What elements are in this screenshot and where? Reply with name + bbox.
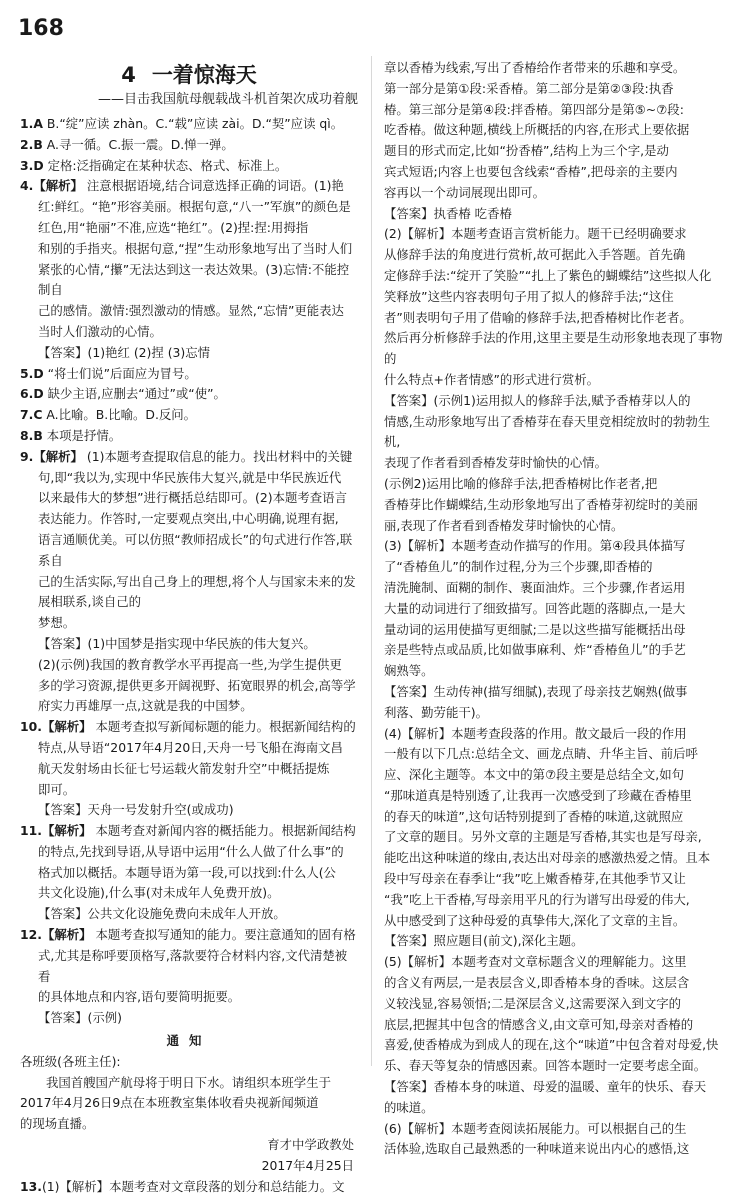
- question-number: 13.: [20, 1178, 42, 1194]
- question-number: 11.: [20, 823, 42, 839]
- answer-line: 量动词的运用使描写更细腻;二是以这些描写能概括出母: [384, 621, 686, 637]
- answer-line: [20, 114, 358, 135]
- answer-line: 【答案】生动传神(描写细腻),表现了母亲技艺娴熟(做事: [384, 683, 688, 699]
- answer-line: “那味道真是特别透了,让我再一次感受到了珍藏在香椿里: [384, 787, 692, 803]
- answer-line: 一般有以下几点:总结全文、画龙点睛、升华主旨、前后呼: [384, 746, 698, 762]
- answer-text: 本题考查对新闻内容的概括能力。根据新闻结构: [95, 823, 356, 839]
- question-number: 7.C: [20, 407, 43, 423]
- answer-line: 从修辞手法的角度进行赏析,故可据此入手答题。首先确: [384, 247, 686, 263]
- answer-line: 表达能力。作答时,一定要观点突出,中心明确,说理有据,: [38, 511, 339, 527]
- answer-line: 【答案】天舟一号发射升空(或成功): [38, 802, 234, 818]
- answer-line: 从中感受到了这种母爱的真挚伟大,深化了文章的主旨。: [384, 912, 686, 928]
- lesson-title: [20, 60, 358, 90]
- notice-body-line: 我国首艘国产航母将于明日下水。请组织本班学生于: [46, 1074, 331, 1090]
- answer-line: 【答案】(示例): [38, 1010, 123, 1026]
- answer-line: 底层,把握其中包含的情感含义,由文章可知,母亲对香椿的: [384, 1016, 694, 1032]
- analysis-tag: 【解析】: [33, 178, 83, 194]
- answer-text: “将士们说”后面应为冒号。: [47, 365, 197, 381]
- page-number: 168: [18, 16, 64, 41]
- analysis-tag: 【解析】: [41, 927, 92, 943]
- answer-text: 注意根据语境,结合词意选择正确的词语。(1)艳: [86, 178, 344, 194]
- answer-text: (1)【解析】本题考查对文章段落的划分和总结能力。文: [41, 1178, 345, 1194]
- answer-line: 什么特点+作者情感”的形式进行赏析。: [384, 371, 600, 387]
- answer-line: 宾式短语;内容上也要包含线索“香椿”,把母亲的主要内: [384, 163, 678, 179]
- answer-line: 椿。第三部分是第④段:拌香椿。第四部分是第⑤~⑦段:: [384, 101, 684, 117]
- answer-line: 语言通顺优美。可以仿照“教师招成长”的句式进行作答,联系自: [38, 531, 353, 568]
- answer-line: 了文章的题目。另外文章的主题是写香椿,其实也是写母亲,: [384, 829, 702, 845]
- answer-line: [20, 925, 358, 946]
- answer-text: (1)本题考查提取信息的能力。找出材料中的关键: [86, 448, 353, 464]
- answer-line: 【答案】香椿本身的味道、母爱的温暖、童年的快乐、春天: [384, 1079, 707, 1095]
- question-number: 3.D: [20, 157, 44, 173]
- answer-line: 【答案】(1)中国梦是指实现中华民族的伟大复兴。: [38, 635, 316, 651]
- answer-text: 本项是抒情。: [46, 427, 122, 443]
- answer-line: 者”则表明句子用了借喻的修辞手法,把香椿树比作老者。: [384, 309, 692, 325]
- answer-line: 式,尤其是称呼要顶格写,落款要符合材料内容,文代清楚被看: [38, 947, 348, 984]
- answer-line: [20, 1177, 358, 1197]
- question-number: 2.B: [20, 136, 43, 152]
- answer-line: 定修辞手法:“绽开了笑脸”“扎上了紫色的蝴蝶结”这些拟人化: [384, 267, 712, 283]
- answer-text: 定格:泛指确定在某种状态、格式、标准上。: [47, 157, 288, 173]
- answer-line: 己的生活实际,写出自己身上的理想,将个人与国家未来的发展相联系,谈自己的: [38, 573, 356, 610]
- answer-line: 【答案】执香椿 吃香椿: [384, 205, 512, 221]
- notice-title: 通知: [166, 1033, 212, 1049]
- answer-line: 格式加以概括。本题导语为第一段,可以找到:什么人(公: [38, 864, 336, 880]
- answer-line: 清洗腌制、面糊的制作、裹面油炸。三个步骤,作者运用: [384, 579, 686, 595]
- answer-line: 利落、勤劳能干)。: [384, 704, 488, 720]
- answer-line: 特点,从导语“2017年4月20日,天舟一号飞船在海南文昌: [38, 739, 343, 755]
- notice-body-line: 2017年4月26日9点在本班教室集体收看央视新闻频道: [20, 1095, 319, 1111]
- answer-line: 笑释放”这些内容表明句子用了拟人的修辞手法;“这住: [384, 288, 674, 304]
- right-column: [384, 58, 724, 1160]
- answer-line: (3)【解析】本题考查动作描写的作用。第④段具体描写: [384, 538, 686, 554]
- answer-line: 吃香椿。做这种题,横线上所概括的内容,在形式上要依据: [384, 122, 690, 138]
- answer-line: 的具体地点和内容,语句要简明扼要。: [38, 989, 241, 1005]
- answer-text: 缺少主语,应删去“通过”或“使”。: [47, 386, 226, 402]
- answer-line: [20, 447, 358, 468]
- question-number: 4.: [20, 178, 34, 194]
- answer-text: 本题考查拟写新闻标题的能力。根据新闻结构的: [95, 719, 356, 735]
- answer-line: [20, 405, 358, 426]
- answer-line: 【答案】(1)艳红 (2)捏 (3)忘情: [38, 344, 211, 360]
- answer-line: 府实力再雄厚一点,这就是我的中国梦。: [38, 698, 253, 714]
- answer-line: 共文化设施),什么事(对未成年人免费开放)。: [38, 885, 280, 901]
- answer-line: “我”吃上干香椿,写母亲用平凡的行为谱写出母爱的伟大,: [384, 891, 690, 907]
- answer-line: 乐、春天等复杂的情感因素。回答本题时一定要考虑全面。: [384, 1058, 707, 1074]
- answer-line: [20, 426, 358, 447]
- answer-line: [20, 717, 358, 738]
- answer-line: 己的感情。激情:强烈激动的情感。显然,“忘情”更能表达: [38, 303, 344, 319]
- answer-line: 以来最伟大的梦想”进行概括总结即可。(2)本题考查语言: [38, 490, 347, 506]
- answer-line: 红:鲜红。“艳”形容美丽。根据句意,“八一”军旗”的颜色是: [38, 199, 351, 215]
- answer-line: 的味道。: [384, 1099, 434, 1115]
- answer-line: 容再以一个动词展现出即可。: [384, 184, 546, 200]
- answer-line: (6)【解析】本题考查阅读拓展能力。可以根据自己的生: [384, 1120, 687, 1136]
- answer-line: 和别的手指夹。根据句意,“捏”生动形象地写出了当时人们: [38, 240, 353, 256]
- lesson-subtitle: ——目击我国航母舰载战斗机首架次成功着舰: [97, 92, 358, 107]
- answer-line: 的春天的味道”,这句话特别提到了香椿的味道,这就照应: [384, 808, 684, 824]
- answer-line: 梦想。: [38, 615, 76, 631]
- notice-signature: 育才中学政教处: [267, 1137, 354, 1153]
- analysis-tag: 【解析】: [41, 823, 92, 839]
- answer-line: 能吃出这种味道的缘由,表达出对母亲的感激热爱之情。且本: [384, 850, 711, 866]
- answer-line: [20, 176, 358, 197]
- answer-line: 丽,表现了作者看到香椿发芽时愉快的心情。: [384, 517, 624, 533]
- answer-line: (2)(示例)我国的教育教学水平再提高一些,为学生提供更: [38, 656, 342, 672]
- answer-list-left: [20, 114, 358, 1029]
- answer-line: 喜爱,使香椿成为到成人的现在,这个“味道”中包含着对母爱,快: [384, 1037, 719, 1053]
- answer-line: 即可。: [38, 781, 76, 797]
- answer-list-right: [384, 58, 724, 1160]
- answer-text: A.比喻。B.比喻。D.反问。: [46, 407, 197, 423]
- answer-line: (2)【解析】本题考查语言赏析能力。题干已经明确要求: [384, 226, 687, 242]
- notice-greeting: 各班级(各班主任):: [20, 1053, 121, 1069]
- lesson-title-text: 一着惊海天: [151, 63, 257, 87]
- answer-line: 然后再分析修辞手法的作用,这里主要是生动形象地表现了事物的: [384, 330, 723, 367]
- answer-line: 活体验,选取自己最熟悉的一种味道来说出内心的感悟,这: [384, 1141, 690, 1157]
- question-number: 8.B: [20, 427, 43, 443]
- answer-line: 的含义有两层,一是表层含义,即香椿本身的香味。这层含: [384, 975, 690, 991]
- answer-line: 题目的形式而定,比如“扮香椿”,结构上为三个字,是动: [384, 143, 669, 159]
- question-number: 6.D: [20, 386, 44, 402]
- answer-line: (示例2)运用比喻的修辞手法,把香椿树比作老者,把: [384, 475, 658, 491]
- answer-line: (4)【解析】本题考查段落的作用。散文最后一段的作用: [384, 725, 687, 741]
- answer-line: (5)【解析】本题考查对文章标题含义的理解能力。这里: [384, 954, 687, 970]
- question-number: 10.: [20, 719, 42, 735]
- answer-line: 红色,用“艳丽”不准,应选“艳红”。(2)捏:捏:用拇指: [38, 219, 309, 235]
- answer-line: 情感,生动形象地写出了香椿芽在春天里竞相绽放时的勃勃生机,: [384, 413, 711, 450]
- question-number: 12.: [20, 927, 42, 943]
- answer-line: 段中写母亲在春季让“我”吃上嫩香椿芽,在其他季节又让: [384, 871, 686, 887]
- answer-line: 大量的动词进行了细致描写。回答此题的落脚点,一是大: [384, 600, 686, 616]
- answer-text: 本题考查拟写通知的能力。要注意通知的固有格: [95, 927, 356, 943]
- answer-line: 当时人们激动的心情。: [38, 323, 162, 339]
- lesson-number: 4: [121, 63, 136, 87]
- answer-line: 娴熟等。: [384, 663, 434, 679]
- answer-line: [20, 156, 358, 177]
- analysis-tag: 【解析】: [41, 719, 92, 735]
- notice-date: 2017年4月25日: [261, 1157, 354, 1173]
- answer-line: [20, 364, 358, 385]
- answer-line: 航天发射场由长征七号运载火箭发射升空”中概括提炼: [38, 760, 330, 776]
- answer-line: 【答案】公共文化设施免费向未成年人开放。: [38, 906, 286, 922]
- answer-line: 香椿芽比作蝴蝶结,生动形象地写出了香椿芽初绽时的美丽: [384, 496, 698, 512]
- question-number: 5.D: [20, 365, 44, 381]
- answer-line: [20, 384, 358, 405]
- answer-line: 【答案】照应题目(前文),深化主题。: [384, 933, 584, 949]
- answer-line: 第一部分是第①段:采香椿。第二部分是第②③段:执香: [384, 80, 674, 96]
- question-number: 9.: [20, 448, 34, 464]
- answer-line: 章以香椿为线索,写出了香椿给作者带来的乐趣和享受。: [384, 60, 686, 75]
- answer-line: 表现了作者看到香椿发芽时愉快的心情。: [384, 455, 608, 471]
- notice-body-line: 的现场直播。: [20, 1116, 95, 1132]
- answer-text: A.寻一循。C.振一震。D.惮一弹。: [46, 136, 234, 152]
- column-divider: [371, 56, 372, 1066]
- question-number: 1.A: [20, 116, 43, 131]
- answer-text: B.“绽”应读 zhàn。C.“载”应读 zài。D.“契”应读 qì。: [46, 116, 344, 131]
- answer-line: 亲是些特点或品质,比如做事麻利、炸“香椿鱼儿”的手艺: [384, 642, 686, 658]
- answer-line: 应、深化主题等。本文中的第⑦段主要是总结全文,如句: [384, 767, 685, 783]
- answer-line: [20, 821, 358, 842]
- answer-line: 【答案】(示例1)运用拟人的修辞手法,赋予香椿芽以人的: [384, 392, 691, 408]
- answer-line: 多的学习资源,提供更多开阔视野、拓宽眼界的机会,高等学: [38, 677, 356, 693]
- left-column: [20, 58, 358, 1197]
- analysis-tag: 【解析】: [33, 448, 83, 464]
- answer-line: 的特点,先找到导语,从导语中运用“什么人做了什么事”的: [38, 843, 344, 859]
- answer-line: [20, 135, 358, 156]
- answer-line: 紧张的心情,“攥”无法达到这一表达效果。(3)忘情:不能控制自: [38, 261, 350, 298]
- answer-line: 了“香椿鱼儿”的制作过程,分为三个步骤,即香椿的: [384, 559, 653, 575]
- answer-line: 义较浅显,容易领悟;二是深层含义,这需要深入到文字的: [384, 995, 682, 1011]
- answer-line: 句,即“我以为,实现中华民族伟大复兴,就是中华民族近代: [38, 469, 342, 485]
